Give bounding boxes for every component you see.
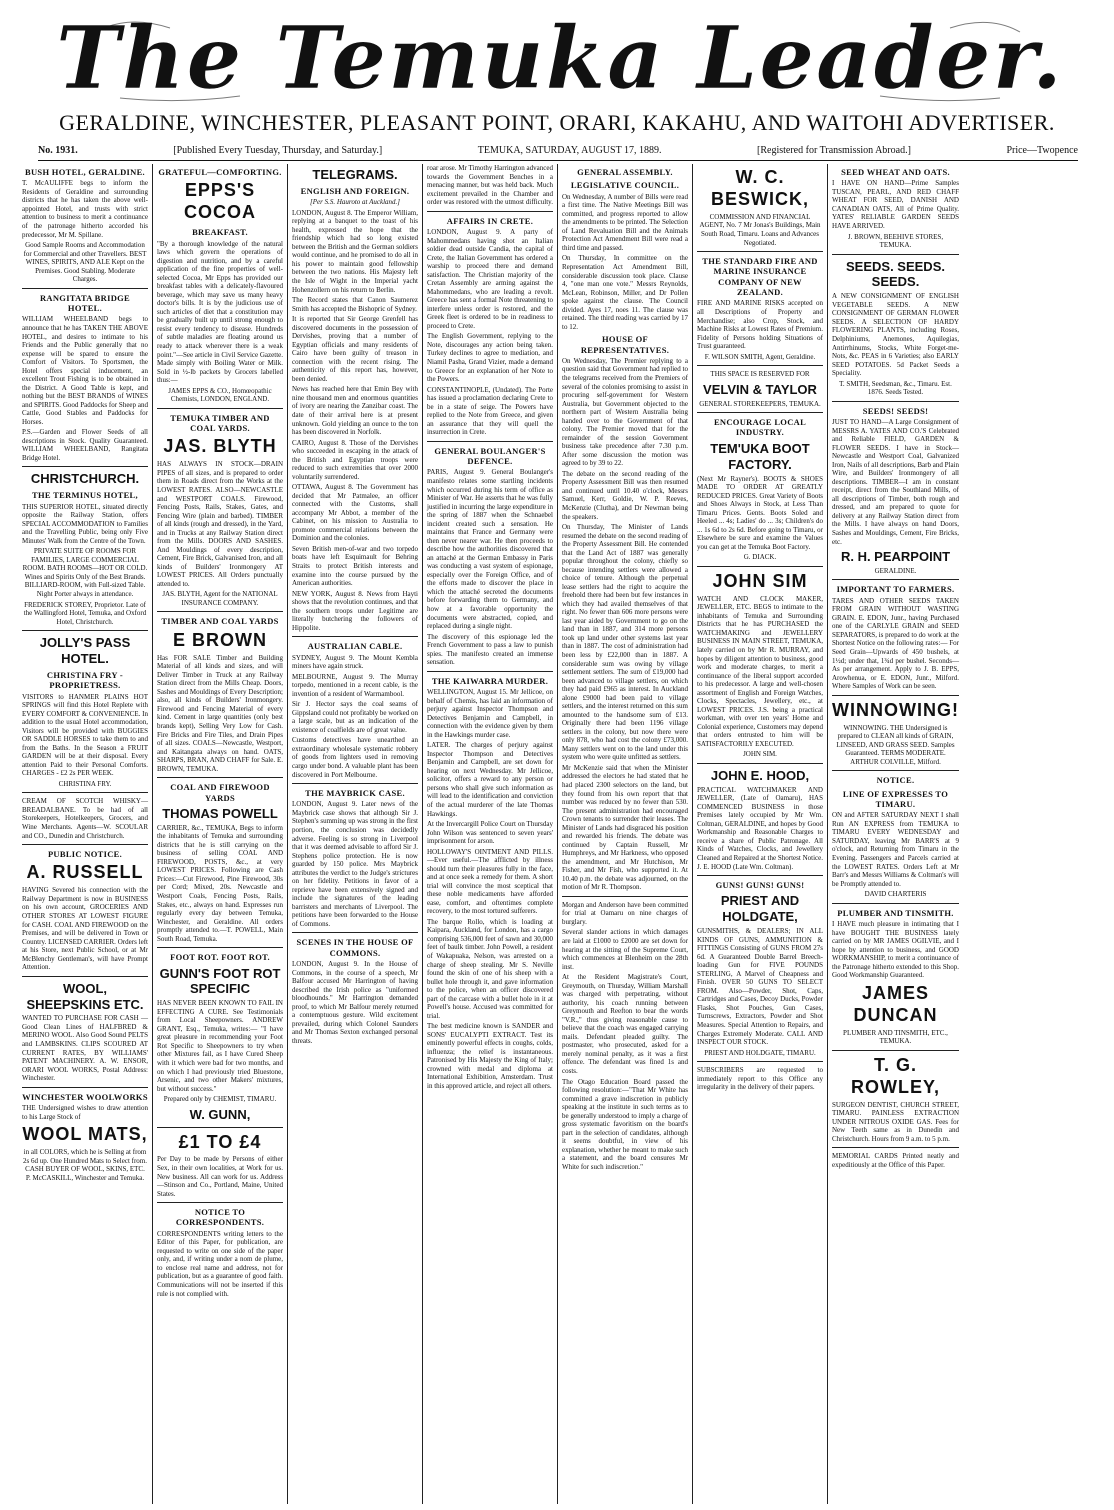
ad-text: I HAVE much pleasure in intimating that I have BOUGHT THE BUSINESS lately carried on by MR JAMES OGILVIE, and I hope by attention to business, and GOOD WORKMANSHIP, to merit a continuance of the Patronage hitherto extended to this Shop. Good Workmanship Guaranteed. (832, 919, 959, 980)
article-text: The barque Rollo, which is loading at Kaipara, Auckland, for London, has a cargo comprising 536,000 feet of sawn and 30,000 feet of baulk timber. John Powell, a resident of Wakapuaka, Nelson, was arrested on a charge of sheep stealing. Mr S. Neville found the skin of one of his sheep with a bullet hole through it, and gave information to the police, when an officer discovered part of the carcase with a bullet hole in it at Powell's house. Accused was committed for trial. (427, 917, 553, 1020)
ad-heading-xl: E BROWN (173, 629, 267, 650)
ad-heading-large: JOLLY'S PASS HOTEL. (39, 635, 131, 666)
ad-text: P.S.—Garden and Flower Seeds of all descriptions in Stock. Quality Guaranteed. WILLIAM WHEELBAND, Rangitata Bridge Hotel. (22, 428, 148, 462)
notice-text: SUBSCRIBERS are requested to immediately report to this Office any irregularity in the delivery of their papers. (697, 1066, 823, 1092)
issue-date: TEMUKA, SATURDAY, AUGUST 17, 1889. (477, 144, 662, 156)
divider (292, 932, 418, 933)
article-text: LATER. The charges of perjury against Inspector Thompson and Detectives Benjamin and Campbell, are set down for hearing on next Wednesday. Mr Jellicoe, solicitor, offers a reward to any person or persons who shall give such information as will lead to the identification and conviction of the actual murderer of the late Thomas Hawkings. (427, 741, 553, 818)
divider (832, 903, 959, 904)
article-text: Sir J. Hector says the coal seams of Gippsland could not profitably be worked on a large scale, but as an indication of the existence of coalfields are of great value. (292, 700, 418, 734)
ad-heading: NOTICE. (876, 775, 915, 786)
ad-text: GERALDINE. (874, 566, 917, 575)
article-text: At the Invercargill Police Court on Thursday John Wilson was sentenced to seven years' imprisonment for arson. (427, 820, 553, 846)
ad-heading: CHRISTINA FRY - PROPRIETRESS. (46, 669, 124, 691)
ad-text: JAS. BLYTH, Agent for the NATIONAL INSURANCE COMPANY. (162, 590, 278, 607)
divider (697, 875, 823, 876)
ad-heading: TIMBER AND COAL YARDS (161, 616, 279, 627)
ad-heading-large: W. GUNN, (189, 1106, 251, 1122)
column-7 (828, 164, 963, 1504)
divider (697, 251, 823, 252)
divider (832, 254, 959, 255)
ad-heading-xl: JAMES DUNCAN (853, 982, 938, 1025)
ad-heading: SEEDS! SEEDS! (862, 405, 929, 416)
article-heading: THE MAYBRICK CASE. (305, 788, 405, 799)
ad-heading-large: WOOL, SHEEPSKINS ETC. (26, 980, 144, 1012)
ad-heading-xl: T. G. ROWLEY, (850, 1054, 940, 1097)
article-text: The debate on the second reading of the Property Assessment Bill was then resumed and continued until 10.40 o'clock, Messrs Samuel, Kerr, Goldie, W. P. Reeves, McKenzie (Clutha), and Dr Newman being the speakers. (562, 469, 688, 521)
ad-text: (Next Mr Rayner's). BOOTS & SHOES MADE TO ORDER AT GREATLY REDUCED PRICES. Great Variety of Boots and Shoes Always in Stock, at Less Than Timaru Prices. Gents. Boots Soled and Heeled ... 4s; Ladies' do ... 3s; Children's do ... 1s 6d to 2s 6d. Before going to Timaru, or Elsewhere be sure and examine the Values you can get at the Temuka Boot Factory. (697, 474, 823, 551)
article-text: Mr McKenzie said that when the Minister addressed the electors he had stated that he had placed 2300 selectors on the land, but they found from his own report that that number was reduced by no fewer than 530. The present administration had encouraged Crown tenants to surrender their leases. The Minister of Lands had disgraced his position and rewarded his friends. The debate was continued by Captain Russell, Mr Humphreys, and Mr Harkness, who opposed the amendment, and Mr Hutchison, Mr Fisher, and Mr Fish, who supported it. At 10.40 p.m. the debate was adjourned, on the motion of Mr R. Thompson. (562, 763, 688, 892)
ad-text: DAVID CHARTERIS (864, 890, 927, 899)
divider (22, 844, 148, 845)
ad-text: J. BROWN, BEEHIVE STORES, TEMUKA. (847, 232, 944, 250)
ad-heading-large: JOHN E. HOOD, (710, 767, 810, 783)
ad-text: in all COLORS, which he is Selling at from 2s 6d up. One Hundred Mats to Select from. CASH BUYER OF WOOL, SKINS, ETC. P. McCASKILL, Winchester and Temuka. (22, 1148, 148, 1182)
ad-text: COMMISSION AND FINANCIAL AGENT, No. 7 Mr Jonas's Buildings, Main South Road, Timaru. Loans and Advances Negotiated. (699, 212, 821, 247)
ad-text: Per Day to be made by Persons of either Sex, in their own localities, at Work for us. New business. All can work for us. Address—Stinson and Co., Portland, Maine, United States. (157, 1155, 283, 1198)
ad-heading-large: GUNN'S FOOT ROT SPECIFIC (159, 965, 281, 997)
ad-text: FIRE AND MARINE RISKS accepted on all Descriptions of Property and Merchandise; also Crop, Stock, and Machine Risks at Lowest Rates of Premium. Fidelity of Persons holding Situations of Trust guaranteed. (697, 299, 823, 351)
ad-text: WATCH AND CLOCK MAKER, JEWELLER, ETC. BEGS to intimate to the inhabitants of Temuka and Surrounding Districts that he has PURCHASED the WATCHMAKING and JEWELLERY BUSINESS IN MAIN STREET, TEMUKA, lately carried on by Mr R. MURRAY, and hopes by diligent attention to business, good work and moderate charges, to merit a continuance of the liberal support accorded to his predecessor. A large and well-chosen assortment of English and Foreign Watches, Clocks, Spectacles, Jewellery, etc., at LOWEST PRICES. J.S. being a practical workman, with over ten years' Home and Colonial experience, Customers may depend that orders entrusted to him will be SATISFACTORILY EXECUTED. (697, 594, 823, 748)
ad-heading-large: CHRISTCHURCH. (30, 471, 140, 487)
article-text: It is reported that Sir George Grenfell has discovered documents in the possession of Dervishes, proving that a number of Egyptian officials and many residents of Cairo have been guilty of treason in connection with the recent rising. The authenticity of this report has, however, been denied. (292, 315, 418, 383)
ad-heading-large: VELVIN & TAYLOR (703, 381, 817, 397)
article-text: NEW YORK, August 8. News from Hayti shows that the revolution continues, and that the southern troops under Legitime are literally butchering the followers of Hippolite. (292, 589, 418, 632)
divider (157, 1127, 283, 1128)
divider (832, 579, 959, 580)
divider (697, 763, 823, 764)
ad-heading: RANGITATA BRIDGE HOTEL. (39, 292, 131, 314)
divider (427, 211, 553, 212)
ad-heading: THE STANDARD FIRE AND MARINE INSURANCE COMPANY OF NEW ZEALAND. (702, 256, 818, 298)
article-text: Morgan and Anderson have been committed for trial at Oamaru on nine charges of burglary. (562, 900, 688, 926)
ad-text: SURGEON DENTIST, CHURCH STREET, TIMARU. PAINLESS EXTRACTION UNDER NITROUS OXIDE GAS. Fees for New Teeth same as in Dunedin and Christchurch. Hours from 9 a.m. to 5 p.m. (832, 1100, 959, 1143)
article-text: On Wednesday, A number of Bills were read a first time. The Native Meetings Bill was committed, and progress reported to allow the amendments to be printed. The Selection of Land Revaluation Bill and the Animals Protection Act Amendment Bill were read a third time and passed. (562, 192, 688, 252)
ad-heading: IMPORTANT TO FARMERS. (836, 584, 955, 595)
ad-text: Has FOR SALE Timber and Building Material of all kinds and sizes, and will Deliver Timber in Truck at any Railway Station direct from the Mills Cheap. Doors, Sashes and Mouldings of Every Description; also, all kinds of Builders' Ironmongery. Firewood and Fencing Material of every kind. Cement in large quantities (only best brands kept), Selling Very Low for Cash. Fire Bricks and Fire Tiles, and Drain Pipes of all sizes. COALS—Newcastle, Westport, and Kaitangata always on hand. OATS, SHARPS, BRAN, AND CHAFF for Sale. E. BROWN, TEMUKA. (157, 653, 283, 773)
divider (832, 1147, 959, 1148)
ad-text: PRIVATE SUITE OF ROOMS FOR FAMILIES, LARGE COMMERCIAL ROOM. BATH ROOMS—HOT OR COLD. Wines and Spirits Only of the Best Brands. BILLIARD-ROOM, with Full-sized Table. Night Porter always in attendance. (22, 547, 148, 599)
ad-text: PLUMBER AND TINSMITH, ETC., TEMUKA. (843, 1028, 948, 1046)
ad-heading-xl: A. RUSSELL (26, 862, 144, 883)
ad-heading: PUBLIC NOTICE. (47, 849, 123, 860)
masthead-title-logo (60, 10, 1060, 105)
ad-heading-xl: WINNOWING! (832, 699, 959, 720)
column-3 (288, 164, 423, 1504)
article-text: On Thursday, The Minister of Lands resumed the debate on the second reading of the Property Assessment Bill. He contended that the Land Act of 1887 was generally popular throughout the colony, chiefly so because intending settlers were allowed a choice of tenure. Although the perpetual lease settlers had the right to acquire the freehold there had been but few instances in which they had availed themselves of that right. No fewer than 606 more persons were last year aided by Government to go on the land than in 1887, and 314 more persons took up land under other systems last year than in 1887. The cost of administration had been less by £22,000 than in 1887. A considerable sum was owing by village settlement settlers. The sum of £19,000 had been advanced to village settlers, on which they had paid £965 as interest. In Auckland alone £9000 had been paid to village settlers, and the interest returned on this sum amounted to the handsome sum of £13. Originally there had been 1196 village settlers in the colony, but now there were only 878, who had cost the colony £73,000. Many settlers went on to the land under this system who were quite unfitted as settlers. (562, 523, 688, 762)
ad-text: JUST TO HAND—A Large Consignment of MESSRS A. YATES AND CO.'S Celebrated and Reliable FIELD, GARDEN & FLOWER SEEDS. I have in Stock—Newcastle and Westport Coal, Galvanized Iron, Nails of all descriptions, Barb and Plain Wire, and Builders' Ironmongery of all descriptions. TIMBER—I am in constant receipt, direct from the Southland Mills, of all descriptions of Timber, both rough and dressed, and am prepared to quote for delivery at any Railway Station direct from the Mills. I have always on hand Doors, Sashes and Mouldings, Cement, Fire Bricks, etc. (832, 418, 959, 546)
ad-heading: THE TERMINUS HOTEL, (32, 490, 138, 501)
divider (697, 1061, 823, 1062)
article-text: CAIRO, August 8. Those of the Dervishes who succeeded in escaping in the attack of the British and Egyptian troops were reduced to such extremities that over 2000 voluntarily surrendered. (292, 438, 418, 481)
ad-heading: TEMUKA TIMBER AND COAL YARDS. (170, 412, 270, 434)
article-text: LONDON, August 9. Later news of the Maybrick case shows that although Sir J. Stephen's summing up was strong in the first portion, the conclusion was decidedly adverse. Feeling is so strong in Liverpool that it was deemed advisable to afford Sir J. Stephens police protection. He is now guarded by 150 police. Mrs Maybrick attributes the verdict to the Judge's strictures on her fidelity. Petitions in favor of a reprieve have been extensively signed and include the signatures of the leading barristers and merchants of Liverpool. The petitions have been forwarded to the House of Commons. (292, 800, 418, 928)
ad-text: F. WILSON SMITH, Agent, Geraldine. (704, 352, 816, 361)
divider (22, 1087, 148, 1088)
divider (562, 896, 688, 897)
ad-text: PRIEST AND HOLDGATE, TIMARU. (704, 1048, 816, 1057)
ad-text: G. DIACK. (743, 553, 777, 562)
divider (832, 770, 959, 771)
ad-text: WILLIAM WHEELBAND begs to announce that he has TAKEN THE ABOVE HOTEL, and desires to intimate to his Friends and the Public generally that no expense will be spared to ensure the Comfort of Visitors. To Sportsmen, the Hotel offers special inducement, an excellent Trout Fishing is to be obtained in the District. A Good Table is kept, and nothing but the BEST BRANDS of WINES and SPIRITS. Good Paddocks for Sheep and Cattle, Good Stables and Paddocks for Horses. (22, 315, 148, 426)
ad-heading: SEED WHEAT AND OATS. (841, 167, 950, 177)
divider (22, 288, 148, 289)
article-text: Seven British men-of-war and two torpedo boats have left Esquimault for Behring Straits to protect British interests and examine into the course pursued by the American authorities. (292, 544, 418, 588)
article-text: CONSTANTINOPLE, (Undated). The Porte has issued a proclamation declaring Crete to be in a state of seige. The Powers have replied to the Note from Greece, and given an assurance that they will quell the insurrection in Crete. (427, 385, 553, 437)
ad-heading: GUNS! GUNS! GUNS! (715, 880, 805, 891)
divider (157, 947, 283, 948)
divider (697, 412, 823, 413)
column-1 (18, 164, 153, 1504)
article-text: HOLLOWAY'S OINTMENT AND PILLS.—Ever useful.—The afflicted by illness should turn their pleasures fully in the face, and at once seek a remedy for them. A short trial will convince the most sceptical that these noble medicaments have afforded ease, comfort, and oftentimes complete recovery, to the most tortured sufferers. (427, 847, 553, 916)
ad-text: THIS SUPERIOR HOTEL, situated directly opposite the Railway Station, offers SPECIAL ACCOMMODATION to Families and the Travelling Public, being only Five Minutes' Walk from the Centre of the Town. (22, 502, 148, 545)
divider (697, 365, 823, 366)
article-text: OTTAWA, August 8. The Government has decided that Mr Patmalee, an officer connected with the Customs, shall accompany Mr Abbot, a member of the Cabinet, on his mission to Australia to promote commercial relations between the Dominion and the colonies. (292, 483, 418, 543)
column-5 (558, 164, 693, 1504)
divider (22, 466, 148, 467)
column-4 (423, 164, 558, 1504)
article-text: The Record states that Canon Saumerez Smith has accepted the Bishopric of Sydney. (292, 296, 418, 313)
ad-heading-xl: JAS. BLYTH (163, 436, 277, 457)
divider (22, 976, 148, 977)
divider (832, 401, 959, 402)
ad-text: I HAVE ON HAND—Prime Samples TUSCAN, PEARL, AND RED CHAFF WHEAT FOR SEED, DANISH AND CANADIAN OATS, All of Prime Quality. YATES' RELIABLE GARDEN SEEDS HAVE ARRIVED. (832, 179, 959, 231)
ad-text: HAS NEVER BEEN KNOWN TO FAIL IN EFFECTING A CURE. See Testimonials from Local Sheepowners. ANDREW GRANT, Esq., Temuka, writes:— "I have great pleasure in recommending your Foot Rot Specific to Sheepowners to try when other Mixtures fail, as I have Cured Sheep with it which were bad for two months, and on which I had previously tried Bluestone, Arsenic, and two other Makers' mixtures, but without success." (157, 999, 283, 1093)
issue-number: No. 1931. (38, 144, 78, 156)
ad-text: CREAM OF SCOTCH WHISKY—BREADALBANE. To be had of all Storekeepers, Hotelkeepers, Grocers, and Wine Merchants. Agents—W. SCOULAR and CO., Dunedin and Christchurch. (22, 797, 148, 840)
divider (292, 783, 418, 784)
divider (157, 1202, 283, 1203)
article-text: LONDON, August 9. A party of Mahommedans having shot an Italian soldier dead outside Candia, the capital of Crete, the Italian Government has ordered a warship to proceed there and demand satisfaction. The Christian majority of the Cretan Assembly are arming against the Mahommedans, who are leading a revolt. Greece has sent a formal Note threatening to interfere unless order is restored, and the Greek fleet is ordered to be in readiness to proceed to Crete. (427, 228, 553, 330)
ad-text: GUNSMITHS, & DEALERS; IN ALL KINDS OF GUNS, AMMUNITION & FITTINGS Consisting of GUNS FROM 27s 6d. A Guaranteed Double Barrel Breech-loading Gun for FIVE POUNDS STERLING, A Marvel of Cheapness and Finish. OVER 50 GUNS TO SELECT FROM. Also—Powder, Shot, Caps, Cartridges and Cases, Decoy Ducks, Powder Flasks, Shot Pouches, Gun Cases, Turnscrews, Extractors, Powder and Shot Measures. Special Attention to Repairs, and Charges Extremely Moderate. CALL AND INSPECT OUR STOCK. (697, 927, 823, 1047)
article-text: PARIS, August 9. General Boulanger's manifesto relates some startling incidents which occurred during his term of office as Minister of War. He asserts that he was fully justified in incurring the large expenditure in the spring of 1887 when the Schnaebel incident created such a sensation. He maintains that France and Germany were then never nearer war. He then proceeds to describe how the authorities discovered that an attaché at the German Embassy in Paris was conducting a vast system of espionage, especially over the Foreign Office, and of the efforts made to discover the place in which the attaché secreted the documents before forwarding them to Germany, and how at a favorable opportunity the documents were abstracted, copied, and replaced during a single night. (427, 468, 553, 631)
notice-text: CORRESPONDENTS writing letters to the Editor of this Paper, for publication, are requested to write on one side of the paper only, and, if writing under a nom de plume, to enclose real name and address, not for publication, but as a guarantee of good faith. Communications will not be inserted if this rule is not complied with. (157, 1229, 283, 1298)
article-text: MELBOURNE, August 9. The Murray torpedo, mentioned in a recent cable, is the invention of a resident of Warrnambool. (292, 672, 418, 698)
ad-heading: FOOT ROT. FOOT ROT. (170, 952, 270, 963)
svg-text:The Temuka Leader.: The Temuka Leader. (60, 10, 1060, 105)
column-2 (153, 164, 288, 1504)
dateline (38, 142, 1078, 161)
ad-text: JAMES EPPS & CO., Homœopathic Chemists, LONDON, ENGLAND. (168, 386, 272, 404)
article-text: The best medicine known is SANDER and SONS' EUCALYPTI EXTRACT. Test its eminently powerful effects in coughs, colds, influenza; the relief is instantaneous. Patronised by His Majesty the King of Italy; crowned with medal and diploma at International Exhibition, Amsterdam. Trust in this approved article, and reject all others. (427, 1022, 553, 1090)
article-text: LONDON, August 8. The Emperor William, replying at a banquet to the toast of his health, expressed the hope that the friendship which had so long existed between the British and the German soldiers would continue, and he promised to do all in his power to maintain good fellowship between the two nations. His Majesty left the Isle of Wight in the Imperial yacht Hohenzollern on his return to Berlin. (292, 208, 418, 294)
article-heading: THE KAIWARRA MURDER. (431, 675, 549, 686)
ad-text: "By a thorough knowledge of the natural laws which govern the operations of digestion and nutrition, and by a careful application of the fine properties of well-selected Cocoa, Mr Epps has provided our breakfast tables with a delicately-flavoured beverage, which may save us many heavy doctor's bills. It is by the judicious use of such articles of diet that a constitution may be gradually built up until strong enough to resist every tendency to disease. Hundreds of subtle maladies are floating around us ready to attack wherever there is a weak point."—See article in Civil Service Gazette. Made simply with Boiling Water or Milk. Sold in ½-lb packets by Grocers labelled thus:— (157, 239, 283, 385)
publish-schedule: [Published Every Tuesday, Thursday, and Saturday.] (173, 144, 383, 156)
ad-text: HAVING Severed his connection with the Railway Department is now in BUSINESS on his own account, GROCERIES AND OTHER STORES AT LOWEST FIGURE for CASH. COAL AND FIREWOOD on the Premises, and will be delivered in Town or Country. LICENSED CARRIER. Orders left at his Store, next Public School, or at Mr McBlenchy Gentleman's, will have Prompt Attention. (22, 886, 148, 972)
ad-heading-large: R. H. PEARPOINT (840, 549, 951, 565)
divider (22, 630, 148, 631)
ad-text: Good Sample Rooms and Accommodation for Commercial and other Travellers. BEST WINES, SPIRITS, AND ALE Kept on the Premises. Good Stabling. Moderate Charges. (23, 241, 147, 284)
divider (697, 566, 823, 567)
ad-text: PRACTICAL WATCHMAKER AND JEWELLER, (Late of Oamaru), HAS COMMENCED BUSINESS in those Premises lately occupied by Mr Wm. Coltman, GERALDINE, and hopes by Good Workmanship and Reasonable Charges to receive a share of Public Patronage. All Kinds of Watches, Clocks, and Jewellery Cleaned and Repaired at the Shortest Notice. J. E. HOOD (Late Wm. Coltman). (697, 785, 823, 871)
ad-heading: WINCHESTER WOOLWORKS (22, 1091, 148, 1102)
article-text: News has reached here that Emin Bey with nine thousand men and enormous quantities of ivory are nearing the Zanzibar coast. The date of their arrival here is at present unknown. Gold yielding an ounce to the ton has been discovered in Norfolk. (292, 385, 418, 437)
ad-heading: LINE OF EXPRESSES TO TIMARU. (842, 788, 949, 809)
ad-text: A NEW CONSIGNMENT OF ENGLISH VEGETABLE SEEDS. A NEW CONSIGNMENT OF GERMAN FLOWER SEEDS. A SELECTION OF HARDY FLOWERING PLANTS, including Roses, Delphiniums, Anemones, Aquilegias, Antirrhinums, Stocks, White Forget-me-Nots, &c. PEAS in 6 Varieties; also EARLY SEED POTATOES. 5d Packet Seeds a Speciality. (832, 292, 959, 378)
article-text: The Otago Education Board passed the following resolution:—"That Mr White has committed a grave indiscretion in publicly speaking at the institute in such terms as to be generally understood to imply a charge of gross systematic favoritism on the board's part in the selection of candidates, although it seems doubtful, in view of his explanation, whether he meant to make such a statement, and the board censures Mr White for such indiscretion." (562, 1077, 688, 1171)
ad-text: HAS ALWAYS IN STOCK—DRAIN PIPES of all sizes, and is prepared to order them in Roads direct from the Works at the LOWEST RATES. ALSO—NEWCASTLE and WESTPORT COALS. Firewood, Fencing Posts, Rails, Stakes, Gates, and Fencing Wire (plain and barbed). TIMBER of all kinds (rough and dressed), in the Yard, and in Trucks at any Railway Station direct from the Mills. DOORS AND SASHES. And Mouldings of every description, Cement, Fire Brick, Galvanised Iron, and all kinds of Builders' Ironmongery AT LOWEST PRICES. All Orders punctually attended to. (157, 460, 283, 588)
ad-heading-large: THOMAS POWELL (162, 805, 278, 821)
ad-heading: ENCOURAGE LOCAL INDUSTRY. (713, 417, 807, 438)
divider (427, 441, 553, 442)
ad-text: THE Undersigned wishes to draw attention to his Large Stock of (22, 1104, 148, 1121)
ad-heading: GRATEFUL—COMFORTING. (158, 167, 282, 177)
ad-heading-xl: W. C. BESWICK, (711, 167, 809, 209)
article-text: LONDON, August 9. In the House of Commons, in the course of a speech, Mr Balfour accused Mr Harrington of having described the Irish police as "uniformed bloodhounds." Mr Harrington demanded proof, to which Mr Balfour merely returned a contemptuous gesture. Wild excitement prevailed, during which Colonel Saunders and Mr Thomas Sexton exchanged personal threats. (292, 960, 418, 1045)
ad-text: VISITORS to HANMER PLAINS HOT SPRINGS will find this Hotel Replete with EVERY COMFORT & CONVENIENCE. In addition to the usual Hotel accommodation, Visitors will be provided with BUGGIES OR SADDLE HORSES to take them to and from the Baths. In the Season a FRUIT GARDEN will be at their disposal. Every attention Paid to their Personal Comforts. CHARGES - £2 2s PER WEEK. (22, 692, 148, 778)
divider (22, 792, 148, 793)
divider (832, 1050, 959, 1051)
ad-text: GENERAL STOREKEEPERS, TEMUKA. (699, 399, 821, 408)
ad-text: TARES AND OTHER SEEDS TAKEN FROM GRAIN WITHOUT WASTING GRAIN. E. EDON, Junr., having Purchased one of the CARLYLE GRAIN and SEED SEPARATORS, is prepared to do work at the Shortest Notice on the following rates:— For Seed Grain—Upwards of 450 bushels, at 1½d; under that, 1¾d per bushel. Seconds—As per arrangement. Apply to J. B. EPPS, Arowhenua, or E. EDON, Junr., Milford. Where Samples of Work can be seen. (832, 596, 959, 691)
article-heading: GENERAL BOULANGER'S DEFENCE. (434, 445, 546, 467)
article-text: On Thursday, In committee on the Representation Act Amendment Bill, considerable discussion took place. Clause 4, "one man one vote." Messrs Reynolds, McLean, Robinson, Miller, and Dr Pollen spoke against the clause. The Council divided. Ayes 17, noes 11. The clause was retained. The third reading was carried by 17 to 12. (562, 254, 688, 331)
ad-heading-large: SEEDS. SEEDS. SEEDS. (846, 258, 945, 290)
ad-text: CARRIER, &c., TEMUKA, Begs to inform the inhabitants of Temuka and surrounding districts that he is still carrying on the business of selling COAL AND FIREWOOD, POSTS, &c., at very LOWEST PRICES. Following are Cash Prices:—Cut Firewood, Pine Firewood, 30s per Cord; Mixed, 20s. Newcastle and Westport Coals, Fencing Posts, Rails, Stakes, etc., always on hand. Expresses run regularly every day between Temuka, Winchester, and Geraldine. All orders promptly attended to.—T. POWELL, Main South Road, Temuka. (157, 823, 283, 943)
ad-text: WANTED TO PURCHASE FOR CASH — Good Clean Lines of HALFBRED & MERINO WOOL. Also Good Sound PELTS and LAMBSKINS. CLIPS SCOURED AT CURRENT RATES, BY WILLIAMS' PATENT MACHINERY. A. W. ENSOR, ORARI WOOL WORKS, Postal Address: Winchester. (22, 1014, 148, 1083)
ad-heading: COAL AND FIREWOOD YARDS (170, 782, 270, 803)
article-text: SYDNEY, August 9. The Mount Kembla miners have again struck. (292, 653, 418, 671)
ad-heading: BREAKFAST. (192, 227, 248, 238)
ad-text: T. McAULIFFE begs to inform the Residents of Geraldine and surrounding districts that he has taken the above well-appointed Hotel, and trusts with strict attention to business to merit a continuance of the patronage hitherto accorded his predecessor, Mr M. Spillane. (22, 179, 148, 239)
article-text: At the Resident Magistrate's Court, Greymouth, on Thursday, William Marshall was charged with perpetrating, without authority, his coach running between Greymouth and Reefton to bear the words "V.R.," thus giving reasonable cause to believe that the coach was engaged carrying mails. Defendant pleaded guilty. The postmaster, who prosecuted, asked for a merely nominal penalty, as it was a first offence. The defendant was fined 1s and costs. (562, 973, 688, 1075)
ad-heading-xl: £1 TO £4 (178, 1131, 262, 1152)
divider (427, 671, 553, 672)
ad-text: THIS SPACE IS RESERVED FOR (710, 370, 810, 379)
article-subheading: LEGISLATIVE COUNCIL. (570, 180, 680, 191)
article-heading: ENGLISH AND FOREIGN. (300, 185, 410, 196)
ad-text: T. SMITH, Seedsman, &c., Timaru. Est. 1876. Seeds Tested. (839, 379, 952, 397)
ad-text: WINNOWING. THE Undersigned is prepared to CLEAN all kinds of GRAIN, LINSEED, AND GRASS SEED. Samples Guaranteed. TERMS MODERATE. ARTHUR COLVILLE, Milford. (836, 723, 955, 766)
masthead (60, 10, 1060, 105)
ad-text: Prepared only by CHEMIST, TIMARU. (163, 1095, 277, 1104)
column-6 (693, 164, 828, 1504)
ad-text: JOHN SIM. (743, 750, 777, 759)
article-heading: GENERAL ASSEMBLY. (577, 167, 673, 177)
ad-heading: BUSH HOTEL, GERALDINE. (25, 167, 145, 177)
ad-text: FREDERICK STOREY, Proprietor. Late of the Wallingford Hotel, Temuka, and Oxford Hotel, Christchurch. (23, 600, 147, 626)
ad-heading-xl: EPPS'S COCOA (184, 180, 256, 223)
divider (292, 636, 418, 637)
ad-heading-large: PRIEST AND HOLDGATE, (720, 893, 800, 925)
columns (18, 164, 1098, 1504)
article-heading: AUSTRALIAN CABLE. (307, 641, 403, 652)
article-text: Customs detectives have unearthed an extraordinary wholesale systematic robbery of goods from lighters used in removing cargo under bond. A valuable plant has been discovered in Port Melbourne. (292, 736, 418, 779)
divider (157, 777, 283, 778)
divider (832, 695, 959, 696)
divider (157, 408, 283, 409)
subtitle: GERALDINE, WINCHESTER, PLEASANT POINT, ORARI, KAKAHU, AND WAITOHI ADVERTISER. (59, 110, 1055, 135)
article-text: On Wednesday, The Premier replying to a question said that Government had replied to the telegrams received from the Premiers of several of the colonies promising to assist in procuring self-government for Western Australia, but Government objected to the northern part of Western Australia being handed over to the Government of that colony. The Premier moved that for the remainder of the session Government business take precedence after 7.30 p.m. After some discussion the motion was agreed to by 39 to 22. (562, 356, 688, 468)
article-heading: SCENES IN THE HOUSE OF COMMONS. (296, 937, 414, 958)
registration-note: [Registered for Transmission Abroad.] (757, 144, 911, 156)
article-text: WELLINGTON, August 15. Mr Jellicoe, on behalf of Chemis, has laid an information of perjury against Inspector Thompson and Detectives Benjamin and Campbell, in connection with the evidence given by them in the Hawkings murder case. (427, 688, 553, 739)
issue-price: Price—Twopence (1006, 144, 1078, 156)
notice-heading: NOTICE TO CORRESPONDENTS. (175, 1207, 265, 1228)
ad-heading-large: TEM'UKA BOOT FACTORY. (710, 440, 810, 472)
ad-heading-xl: JOHN SIM (712, 570, 808, 591)
divider (157, 611, 283, 612)
ad-text: CHRISTINA FRY. (58, 779, 112, 788)
article-text: Several slander actions in which damages are laid at £1000 to £2000 are set down for hearing at the sitting of the Supreme Court, which commences at Blenheim on the 28th inst. (562, 928, 688, 971)
article-text: The discovery of this espionage led the French Government to pass a law to punish spies. The manifesto created an immense sensation. (427, 632, 553, 667)
article-text: The English Government, replying to the Note, discourages any action being taken. Turkey declines to agree to mediation, and Niamil Pasha, Grand Vizier, made a demand to Greece for an explanation of her Note to the Powers. (427, 332, 553, 384)
article-heading: AFFAIRS IN CRETE. (446, 215, 534, 226)
ad-text: ON and AFTER SATURDAY NEXT I shall Run AN EXPRESS from TEMUKA to TIMARU EVERY WEDNESDAY and SATURDAY, leaving Mr BARR'S at 9 o'clock, and Returning from Timaru in the Evening. Passengers and Parcels carried at the LOWEST RATES. Orders Left at Mr Barr's and Messrs Williams & Coltman's will be Promptly attended to. (832, 811, 959, 888)
article-source: [Per S.S. Hauroto at Auckland.] (309, 198, 401, 207)
section-heading: TELEGRAMS. (312, 167, 398, 182)
article-text: roar arose. Mr Timothy Harrington advanced towards the Government Benches in a menacing manner, but was held back. Much excitement prevailed in the Chamber and order was restored with the utmost difficulty. (427, 164, 553, 207)
article-subheading: HOUSE OF REPRESENTATIVES. (580, 334, 670, 355)
notice-text: MEMORIAL CARDS Printed neatly and expeditiously at the Office of this Paper. (832, 1152, 959, 1169)
ad-heading: PLUMBER AND TINSMITH. (837, 907, 954, 918)
ad-heading-xl: WOOL MATS, (22, 1124, 148, 1145)
